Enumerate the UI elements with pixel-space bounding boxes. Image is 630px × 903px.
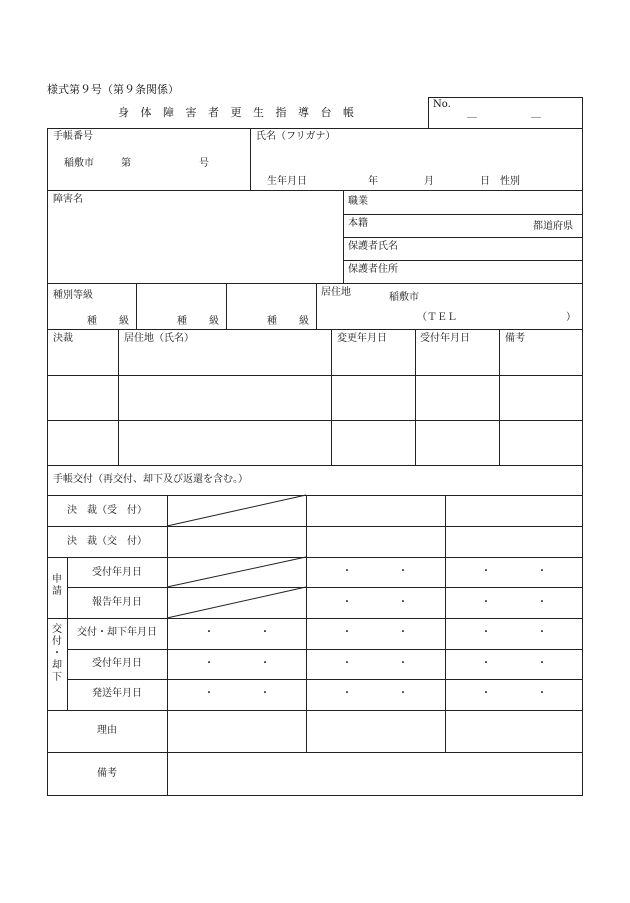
title-char: 台 bbox=[320, 106, 332, 119]
header-remarks: 備考 bbox=[505, 333, 525, 344]
honseki-label: 本籍 bbox=[348, 218, 368, 229]
year-label: 年 bbox=[368, 176, 378, 187]
grade-label: 種別等級 bbox=[53, 290, 93, 301]
report-date-label: 報告年月日 bbox=[92, 597, 142, 608]
title-char: 身 bbox=[118, 106, 129, 119]
date-dot: ・ bbox=[398, 658, 408, 669]
date-dot: ・ bbox=[204, 688, 214, 699]
header-residence-name: 居住地（氏名） bbox=[124, 333, 194, 344]
title-char: 帳 bbox=[343, 106, 354, 119]
header-kessai: 決裁 bbox=[53, 333, 73, 344]
header-change-date: 変更年月日 bbox=[337, 333, 387, 344]
date-dot: ・ bbox=[537, 597, 547, 608]
kessai-uketsuke-label: 決 裁（受 付） bbox=[67, 505, 147, 516]
kyu-label: 級 bbox=[119, 316, 129, 327]
date-dot: ・ bbox=[481, 597, 491, 608]
sex-label: 性別 bbox=[500, 176, 520, 187]
date-dot: ・ bbox=[342, 627, 352, 638]
reception-date-label: 受付年月日 bbox=[92, 658, 142, 669]
header-reception-date: 受付年月日 bbox=[420, 333, 470, 344]
date-dot: ・ bbox=[481, 658, 491, 669]
vertical-char: 付 bbox=[52, 636, 62, 647]
date-dot: ・ bbox=[260, 688, 270, 699]
reception-date-label: 受付年月日 bbox=[92, 567, 142, 578]
title-char: 害 bbox=[185, 106, 197, 119]
date-dot: ・ bbox=[398, 627, 408, 638]
occupation-label: 職業 bbox=[348, 196, 368, 207]
shu-label: 種 bbox=[177, 316, 187, 327]
tel-close: ） bbox=[566, 312, 576, 323]
date-dot: ・ bbox=[481, 627, 491, 638]
form-number: 様式第９号（第９条関係） bbox=[47, 83, 179, 96]
title-char: 体 bbox=[140, 106, 152, 119]
no-blank: ＿ bbox=[467, 109, 477, 120]
vertical-char: ・ bbox=[52, 648, 62, 659]
delivery-section-title: 手帳交付（再交付、却下及び返還を含む。） bbox=[53, 474, 248, 485]
title-char: 障 bbox=[163, 106, 174, 119]
title-char: 者 bbox=[208, 106, 219, 119]
title-char: 生 bbox=[253, 106, 264, 119]
reason-label: 理由 bbox=[97, 725, 117, 736]
guardian-address-label: 保護者住所 bbox=[348, 264, 398, 275]
date-dot: ・ bbox=[481, 688, 491, 699]
date-dot: ・ bbox=[260, 627, 270, 638]
kyu-label: 級 bbox=[209, 316, 219, 327]
title-char: 導 bbox=[298, 106, 309, 119]
date-dot: ・ bbox=[398, 597, 408, 608]
date-dot: ・ bbox=[204, 627, 214, 638]
date-dot: ・ bbox=[537, 627, 547, 638]
date-dot: ・ bbox=[481, 566, 491, 577]
title-char: 指 bbox=[275, 106, 287, 119]
city-name: 稲敷市 bbox=[64, 158, 94, 169]
residence-label: 居住地 bbox=[321, 287, 351, 298]
date-dot: ・ bbox=[342, 688, 352, 699]
kessai-kofu-label: 決 裁（交 付） bbox=[67, 536, 147, 547]
date-dot: ・ bbox=[537, 688, 547, 699]
tel-label: （ＴＥＬ bbox=[417, 312, 457, 323]
guardian-name-label: 保護者氏名 bbox=[348, 241, 398, 252]
shu-label: 種 bbox=[267, 316, 277, 327]
date-dot: ・ bbox=[537, 566, 547, 577]
name-furigana-label: 氏名（フリガナ） bbox=[256, 131, 336, 142]
vertical-char: 下 bbox=[52, 672, 62, 683]
vertical-char: 却 bbox=[52, 660, 62, 671]
vertical-char: 申 bbox=[52, 574, 62, 585]
go-label: 号 bbox=[199, 158, 209, 169]
date-dot: ・ bbox=[398, 566, 408, 577]
day-label: 日 bbox=[480, 176, 490, 187]
kyu-label: 級 bbox=[299, 316, 309, 327]
date-dot: ・ bbox=[342, 658, 352, 669]
residence-city: 稲敷市 bbox=[389, 292, 419, 303]
birthdate-label: 生年月日 bbox=[267, 176, 307, 187]
dai-label: 第 bbox=[121, 158, 131, 169]
remarks-label: 備考 bbox=[97, 768, 117, 779]
vertical-char: 交 bbox=[52, 624, 62, 635]
dispatch-date-label: 発送年月日 bbox=[92, 688, 142, 699]
date-dot: ・ bbox=[204, 658, 214, 669]
issue-reject-date-label: 交付・却下年月日 bbox=[77, 627, 157, 638]
date-dot: ・ bbox=[342, 597, 352, 608]
date-dot: ・ bbox=[398, 688, 408, 699]
date-dot: ・ bbox=[342, 566, 352, 577]
date-dot: ・ bbox=[537, 658, 547, 669]
todofuken-label: 都道府県 bbox=[533, 221, 573, 232]
no-label: No. bbox=[433, 99, 451, 110]
shu-label: 種 bbox=[87, 316, 97, 327]
title-char: 更 bbox=[230, 106, 242, 119]
disability-name-label: 障害名 bbox=[53, 194, 83, 205]
no-blank: ＿ bbox=[531, 109, 541, 120]
month-label: 月 bbox=[424, 176, 434, 187]
date-dot: ・ bbox=[260, 658, 270, 669]
techo-number-label: 手帳番号 bbox=[53, 131, 93, 142]
vertical-char: 請 bbox=[52, 586, 62, 597]
